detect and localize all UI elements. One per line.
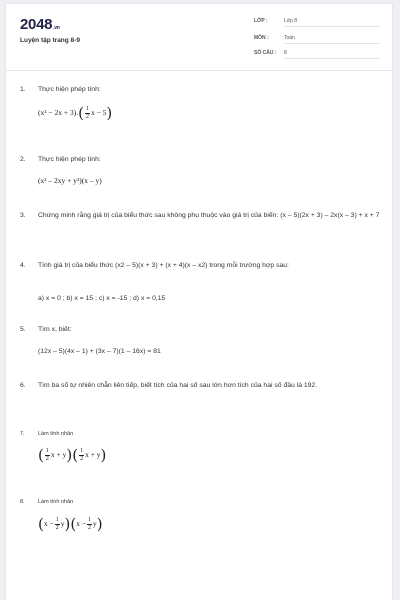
question-number: 8.	[20, 499, 25, 505]
header-divider	[6, 70, 392, 71]
question-5-equation: (12x – 5)(4x – 1) + (3x – 7)(1 – 16x) = 81	[38, 348, 161, 355]
site-logo[interactable]: 2048.vn	[20, 16, 60, 33]
question-number: 7.	[20, 431, 25, 437]
meta-class-value: Lớp 8	[284, 18, 380, 27]
question-text: Thực hiện phép tính:	[38, 156, 101, 163]
question-number: 3.	[20, 212, 26, 219]
question-1-expression: (x² − 2x + 3).( $\frac{1}{2}$ x − 5)	[38, 104, 113, 122]
question-number: 4.	[20, 262, 26, 269]
question-number: 1.	[20, 86, 26, 93]
question-text: Làm tính nhân	[38, 431, 74, 437]
question-text: Làm tính nhân	[38, 499, 74, 505]
question-text: Thực hiện phép tính:	[38, 86, 101, 93]
question-7-expression: ( $\frac{1}{2}$ x + y)( $\frac{1}{2}$ x + y)	[38, 446, 107, 464]
question-text: Tính giá trị của biểu thức (x2 – 5)(x + 3) + (x + 4)(x – x2) trong mỗi trường hợp sau:	[38, 262, 289, 269]
question-8-expression: (x − $\frac{1}{2}$ y)(x − $\frac{1}{2}$ y)	[38, 515, 103, 533]
meta-count-label: SỐ CÂU :	[254, 50, 277, 56]
document-title: Luyện tập trang 8-9	[20, 37, 80, 44]
question-text: Chứng minh rằng giá trị của biểu thức sau không phụ thuộc vào giá trị của biến: (x – 5)(2x + 3) – 2x(x – 3) + x + 7	[38, 212, 380, 219]
question-4-options: a) x = 0 ; b) x = 15 ; c) x = -15 ; d) x = 0,15	[38, 295, 166, 302]
question-number: 2.	[20, 156, 26, 163]
question-number: 5.	[20, 326, 26, 333]
question-text: Tìm ba số tự nhiên chẵn liên tiếp, biết tích của hai số sau lớn hơn tích của hai số đầu là 192.	[38, 382, 318, 389]
worksheet-page	[6, 4, 392, 600]
worksheet-header	[6, 4, 392, 68]
meta-subject-value: Toán	[284, 35, 380, 44]
question-text: Tìm x, biết:	[38, 326, 72, 333]
meta-count-value: 8	[284, 50, 380, 59]
question-2-expression: (x² – 2xy + y²)(x – y)	[38, 176, 102, 185]
meta-subject-label: MÔN :	[254, 35, 269, 41]
question-number: 6.	[20, 382, 26, 389]
meta-class-label: LỚP :	[254, 18, 268, 24]
